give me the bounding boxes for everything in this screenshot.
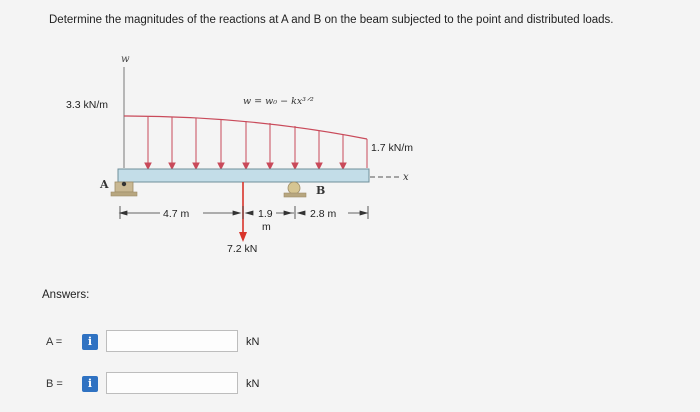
support-b-roller xyxy=(284,182,306,197)
load-equation-label: w = w₀ − kx³ᐟ² xyxy=(243,96,314,107)
answer-a-unit: kN xyxy=(246,336,260,348)
point-load-label: 7.2 kN xyxy=(227,243,258,255)
question-text: Determine the magnitudes of the reactions at A and B on the beam subjected to the point and distributed loads. xyxy=(49,14,614,26)
answers-heading: Answers: xyxy=(42,289,90,301)
distributed-load-arrows xyxy=(145,117,346,169)
load-left-label: 3.3 kN/m xyxy=(66,99,109,111)
w-axis-label: w xyxy=(121,54,130,65)
dimension-2-label-line2: m xyxy=(262,221,271,233)
dimension-1-label: 4.7 m xyxy=(163,208,190,220)
answer-b-unit: kN xyxy=(246,378,260,390)
support-b-label: B xyxy=(316,184,326,197)
answer-a-input[interactable] xyxy=(106,330,238,352)
x-axis-label: x xyxy=(403,172,409,183)
answer-a-label: A = xyxy=(46,336,63,348)
beam xyxy=(118,169,369,182)
answer-a-info-icon[interactable]: i xyxy=(82,334,98,350)
answer-b-label: B = xyxy=(46,378,63,390)
support-a-label: A xyxy=(100,178,109,191)
load-right-label: 1.7 kN/m xyxy=(371,142,414,154)
support-a-pin xyxy=(111,182,137,196)
answer-b-info-icon[interactable]: i xyxy=(82,376,98,392)
answer-b-input[interactable] xyxy=(106,372,238,394)
dimension-2-label-line1: 1.9 xyxy=(258,208,273,220)
dimension-3-label: 2.8 m xyxy=(310,208,337,220)
